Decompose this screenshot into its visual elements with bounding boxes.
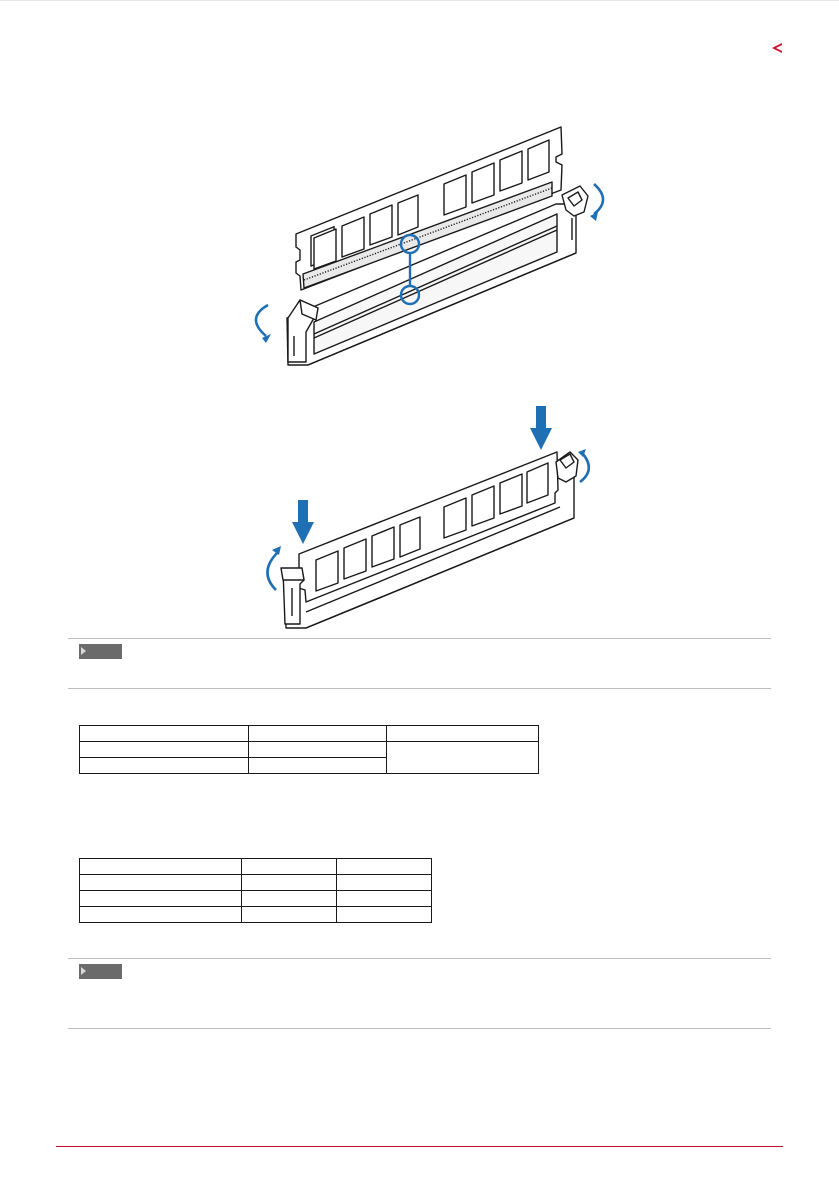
memory-population-table [79,858,432,923]
table-row [80,891,432,907]
table-row [80,907,432,923]
table-row [80,742,539,758]
memory-config-table [79,725,539,774]
table-row [80,859,432,875]
note-bottom-rule [68,688,771,689]
note-bottom-rule [68,1028,771,1029]
table-row [80,875,432,891]
note-tag-icon [79,964,122,979]
note-top-rule [68,638,771,639]
footer-rule [56,1146,783,1147]
note-tag-icon [79,644,122,659]
table-row [80,726,539,742]
note-top-rule [68,958,771,959]
